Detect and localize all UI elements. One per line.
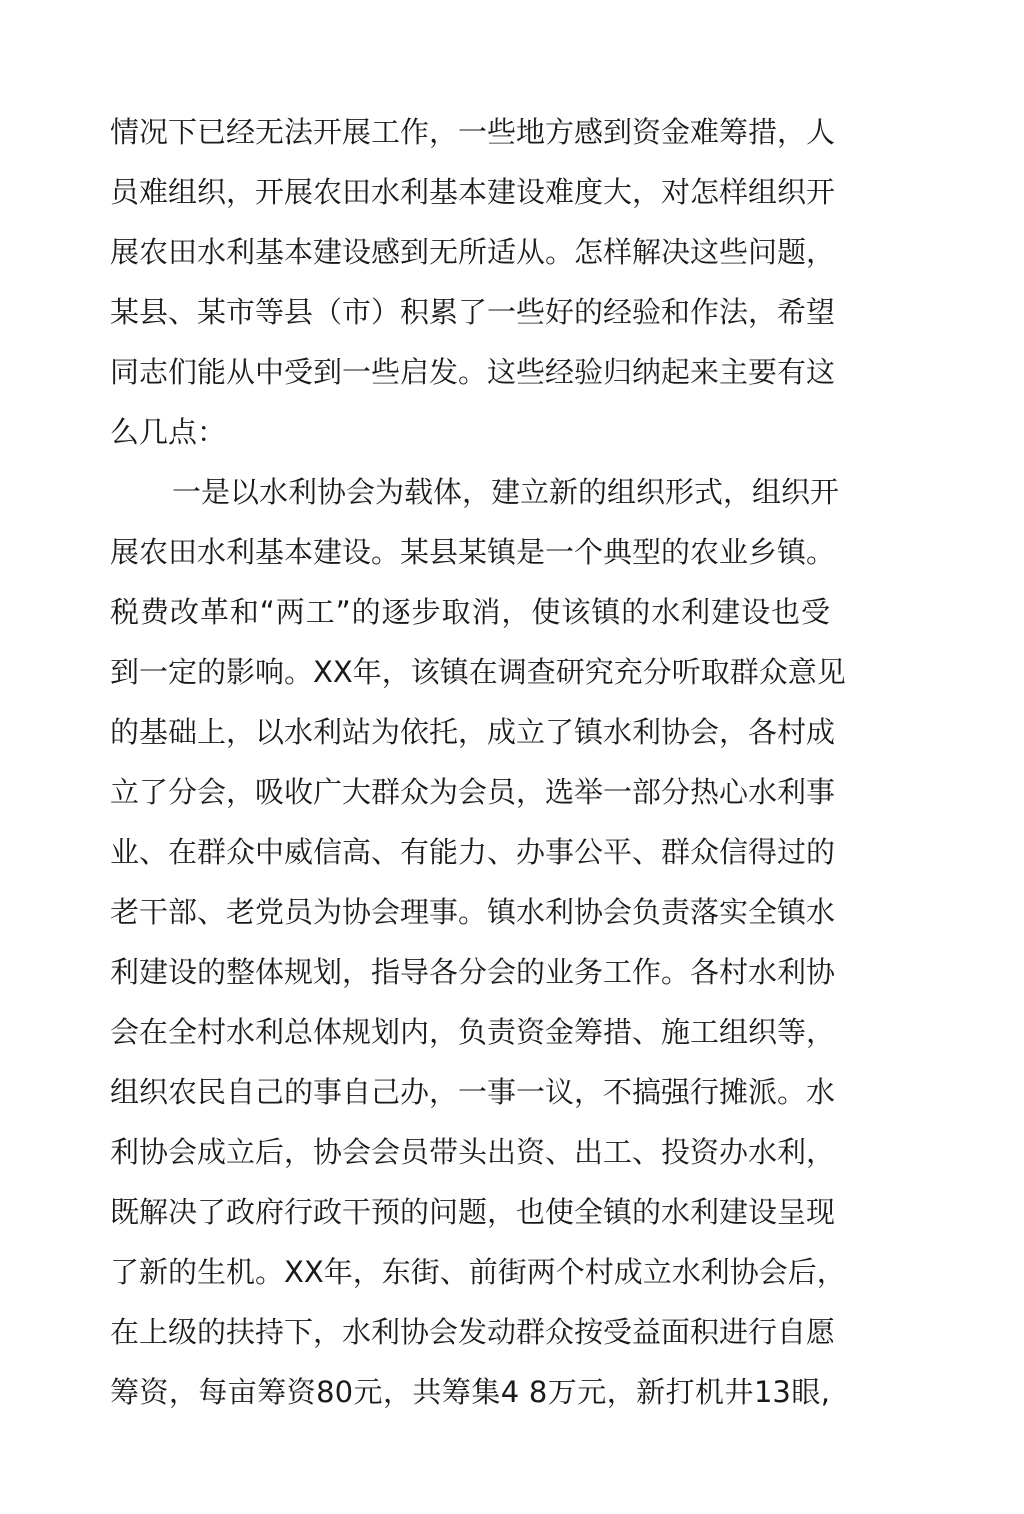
text-line: 会在全村水利总体规划内，负责资金筹措、施工组织等，	[110, 1015, 836, 1049]
text-line: 了新的生机。XX年，东街、前街两个村成立水利协会后，	[110, 1255, 846, 1289]
text-line: 老干部、老党员为协会理事。镇水利协会负责落实全镇水	[110, 895, 836, 929]
text-line: 情况下已经无法开展工作，一些地方感到资金难筹措，人	[110, 115, 836, 149]
text-line: 既解决了政府行政干预的问题，也使全镇的水利建设呈现	[110, 1195, 836, 1229]
text-line: 在上级的扶持下，水利协会发动群众按受益面积进行自愿	[110, 1315, 836, 1349]
text-line: 到一定的影响。XX年，该镇在调查研究充分听取群众意见	[110, 655, 846, 689]
text-line: 员难组织，开展农田水利基本建设难度大，对怎样组织开	[110, 175, 836, 209]
text-line: 某县、某市等县（市）积累了一些好的经验和作法，希望	[110, 295, 836, 329]
paragraph-first-line: 一是以水利协会为载体，建立新的组织形式，组织开	[172, 475, 840, 509]
text-line: 业、在群众中威信高、有能力、办事公平、群众信得过的	[110, 835, 836, 869]
text-line: 筹资，每亩筹资80元，共筹集4 8万元，新打机井13眼,	[110, 1375, 830, 1409]
text-line: 展农田水利基本建设。某县某镇是一个典型的农业乡镇。	[110, 535, 836, 569]
text-line: 立了分会，吸收广大群众为会员，选举一部分热心水利事	[110, 775, 836, 809]
text-line: 利建设的整体规划，指导各分会的业务工作。各村水利协	[110, 955, 836, 989]
text-line: 的基础上，以水利站为依托，成立了镇水利协会，各村成	[110, 715, 836, 749]
document-body	[110, 102, 846, 1422]
text-line: 利协会成立后，协会会员带头出资、出工、投资办水利，	[110, 1135, 836, 1169]
text-line: 组织农民自己的事自己办，一事一议，不搞强行摊派。水	[110, 1075, 836, 1109]
text-line: 税费改革和“两工”的逐步取消，使该镇的水利建设也受	[110, 595, 830, 629]
text-line: 么几点：	[110, 415, 227, 449]
text-line: 展农田水利基本建设感到无所适从。怎样解决这些问题，	[110, 235, 836, 269]
text-line: 同志们能从中受到一些启发。这些经验归纳起来主要有这	[110, 355, 836, 389]
